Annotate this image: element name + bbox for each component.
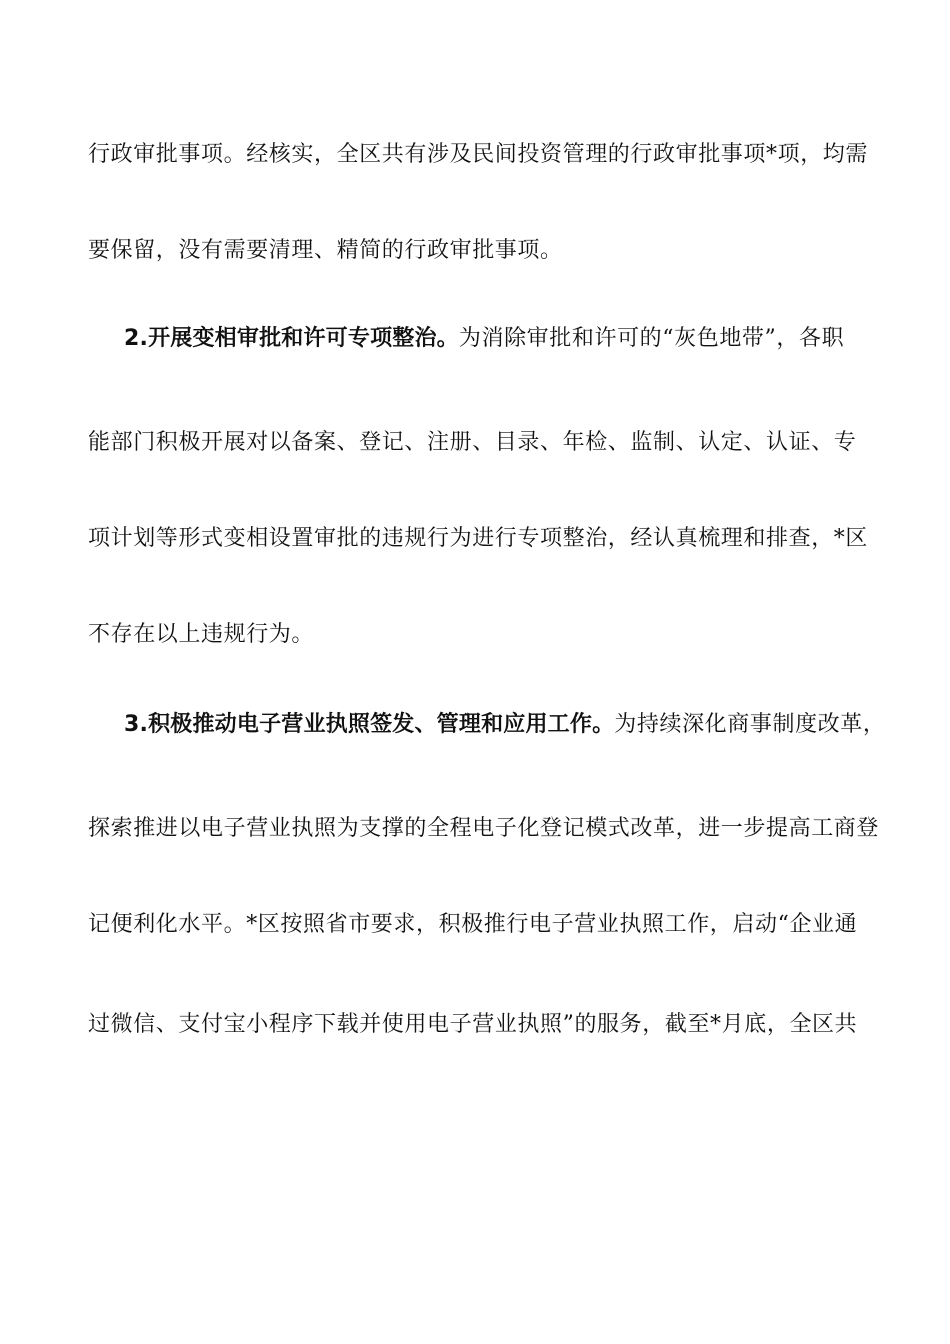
body-text-line: 要保留，没有需要清理、精简的行政审批事项。 [88, 238, 563, 263]
body-text-line: 不存在以上违规行为。 [88, 622, 315, 647]
section-heading-3: 3.积极推动电子营业执照签发、管理和应用工作。 [124, 712, 615, 737]
paragraph-2-text: 为消除审批和许可的“灰色地带”，各职 [458, 326, 845, 351]
body-text-line: 行政审批事项。经核实，全区共有涉及民间投资管理的行政审批事项*项，均需 [88, 142, 869, 167]
paragraph-3-text: 为持续深化商事制度改革， [614, 712, 886, 737]
body-text-line: 项计划等形式变相设置审批的违规行为进行专项整治，经认真梳理和排查，*区 [88, 526, 869, 551]
paragraph-3-line [124, 710, 904, 740]
section-heading-2: 2.开展变相审批和许可专项整治。 [124, 326, 459, 351]
body-text-line: 探索推进以电子营业执照为支撑的全程电子化登记模式改革，进一步提高工商登 [88, 816, 880, 841]
paragraph-2-line [124, 324, 904, 354]
body-text-line: 记便利化水平。*区按照省市要求，积极推行电子营业执照工作，启动“企业通 [88, 912, 858, 937]
body-text-line: 过微信、支付宝小程序下载并使用电子营业执照”的服务，截至*月底，全区共 [88, 1012, 858, 1037]
body-text-line: 能部门积极开展对以备案、登记、注册、目录、年检、监制、认定、认证、专 [88, 430, 857, 455]
